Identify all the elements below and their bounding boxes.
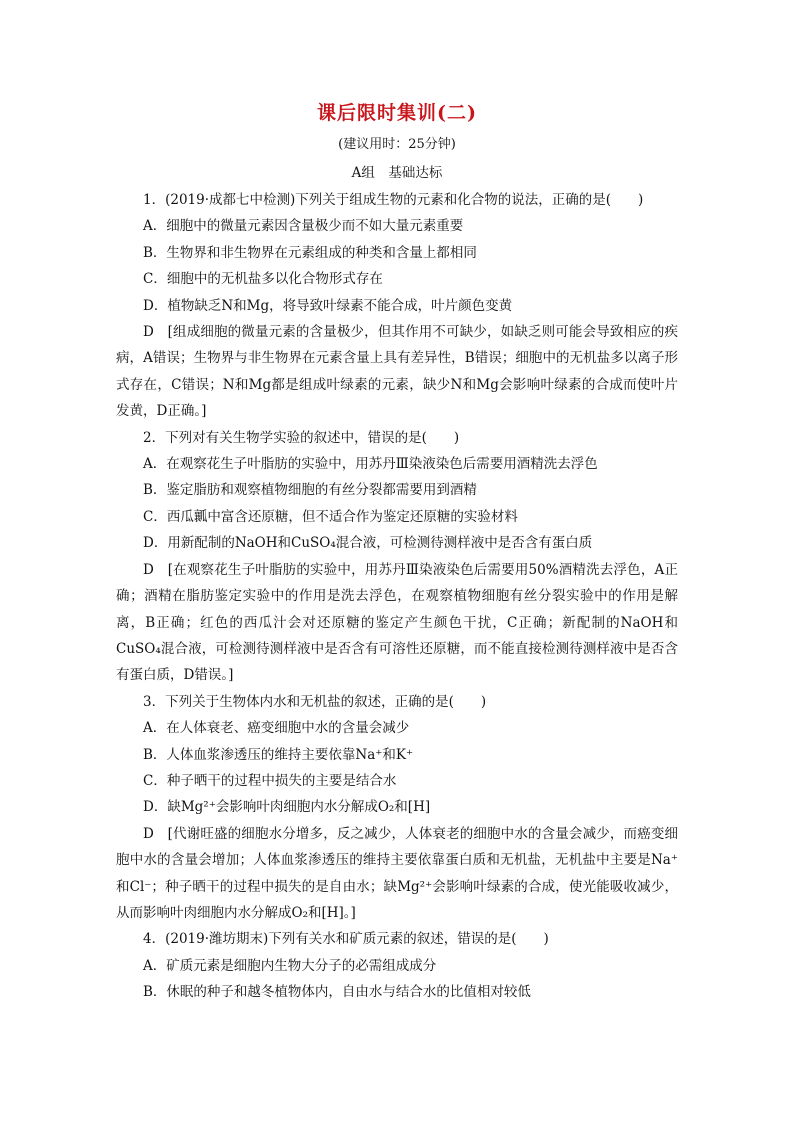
option-b: B．生物界和非生物界在元素组成的种类和含量上都相同 — [143, 244, 477, 261]
option-b: B．鉴定脂肪和观察植物细胞的有丝分裂都需要用到酒精 — [143, 482, 477, 499]
question-list — [116, 187, 678, 1006]
question-stem: 3．下列关于生物体内水和无机盐的叙述，正确的是( ) — [143, 693, 487, 710]
option-a: A．在人体衰老、癌变细胞中水的含量会减少 — [143, 720, 410, 737]
time-suggestion: (建议用时：25分钟) — [338, 137, 456, 152]
option-d: D．缺Mg²⁺会影响叶肉细胞内水分解成O₂和[H] — [143, 799, 431, 816]
option-d: D．用新配制的NaOH和CuSO₄混合液，可检测待测样液中是否含有蛋白质 — [143, 535, 593, 552]
option-c: C．种子晒干的过程中损失的主要是结合水 — [143, 772, 397, 789]
group-heading: A组 基础达标 — [351, 165, 443, 181]
answer-explanation: D [代谢旺盛的细胞水分增多，反之减少，人体衰老的细胞中水的含量会减少，而癌变细胞中水的含量会增加；人体血浆渗透压的维持主要依靠蛋白质和无机盐，无机盐中主要是Na⁺和Cl⁻；种子晒干的过程中损失的是自由水；缺Mg²⁺会影响叶绿素的合成，使光能吸收减少，从而影响叶肉细胞内水分解成O₂和[H]。] — [116, 825, 678, 921]
page-title: 课后限时集训(二) — [317, 102, 477, 124]
question-stem: 2．下列对有关生物学实验的叙述中，错误的是( ) — [143, 429, 460, 446]
option-a: A．矿质元素是细胞内生物大分子的必需组成成分 — [143, 957, 437, 974]
option-d: D．植物缺乏N和Mg，将导致叶绿素不能合成，叶片颜色变黄 — [143, 297, 513, 314]
question-stem: 1．(2019·成都七中检测)下列关于组成生物的元素和化合物的说法，正确的是( ) — [143, 192, 644, 208]
option-a: A．在观察花生子叶脂肪的实验中，用苏丹Ⅲ染液染色后需要用酒精洗去浮色 — [143, 456, 598, 473]
question-stem: 4．(2019·潍坊期末)下列有关水和矿质元素的叙述，错误的是( ) — [143, 931, 549, 948]
option-c: C．西瓜瓤中富含还原糖，但不适合作为鉴定还原糖的实验材料 — [143, 508, 518, 525]
option-b: B．休眠的种子和越冬植物体内，自由水与结合水的比值相对较低 — [143, 984, 531, 1001]
option-a: A．细胞中的微量元素因含量极少而不如大量元素重要 — [143, 218, 464, 235]
option-b: B．人体血浆渗透压的维持主要依靠Na⁺和K⁺ — [143, 746, 414, 763]
answer-explanation: D [组成细胞的微量元素的含量极少，但其作用不可缺少，如缺乏则可能会导致相应的疾病，A错误；生物界与非生物界在元素含量上具有差异性，B错误；细胞中的无机盐多以离子形式存在，C错误；N和Mg都是组成叶绿素的元素，缺少N和Mg会影响叶绿素的合成而使叶片发黄，D正确。] — [116, 324, 678, 420]
answer-explanation: D [在观察花生子叶脂肪的实验中，用苏丹Ⅲ染液染色后需要用50%酒精洗去浮色，A正确；酒精在脂肪鉴定实验中的作用是洗去浮色，在观察植物细胞有丝分裂实验中的作用是解离，B正确；红色的西瓜汁会对还原糖的鉴定产生颜色干扰，C正确；新配制的NaOH和CuSO₄混合液，可检测待测样液中是否含有可溶性还原糖，而不能直接检测待测样液中是否含有蛋白质，D错误。] — [116, 561, 678, 684]
option-c: C．细胞中的无机盐多以化合物形式存在 — [143, 271, 383, 288]
